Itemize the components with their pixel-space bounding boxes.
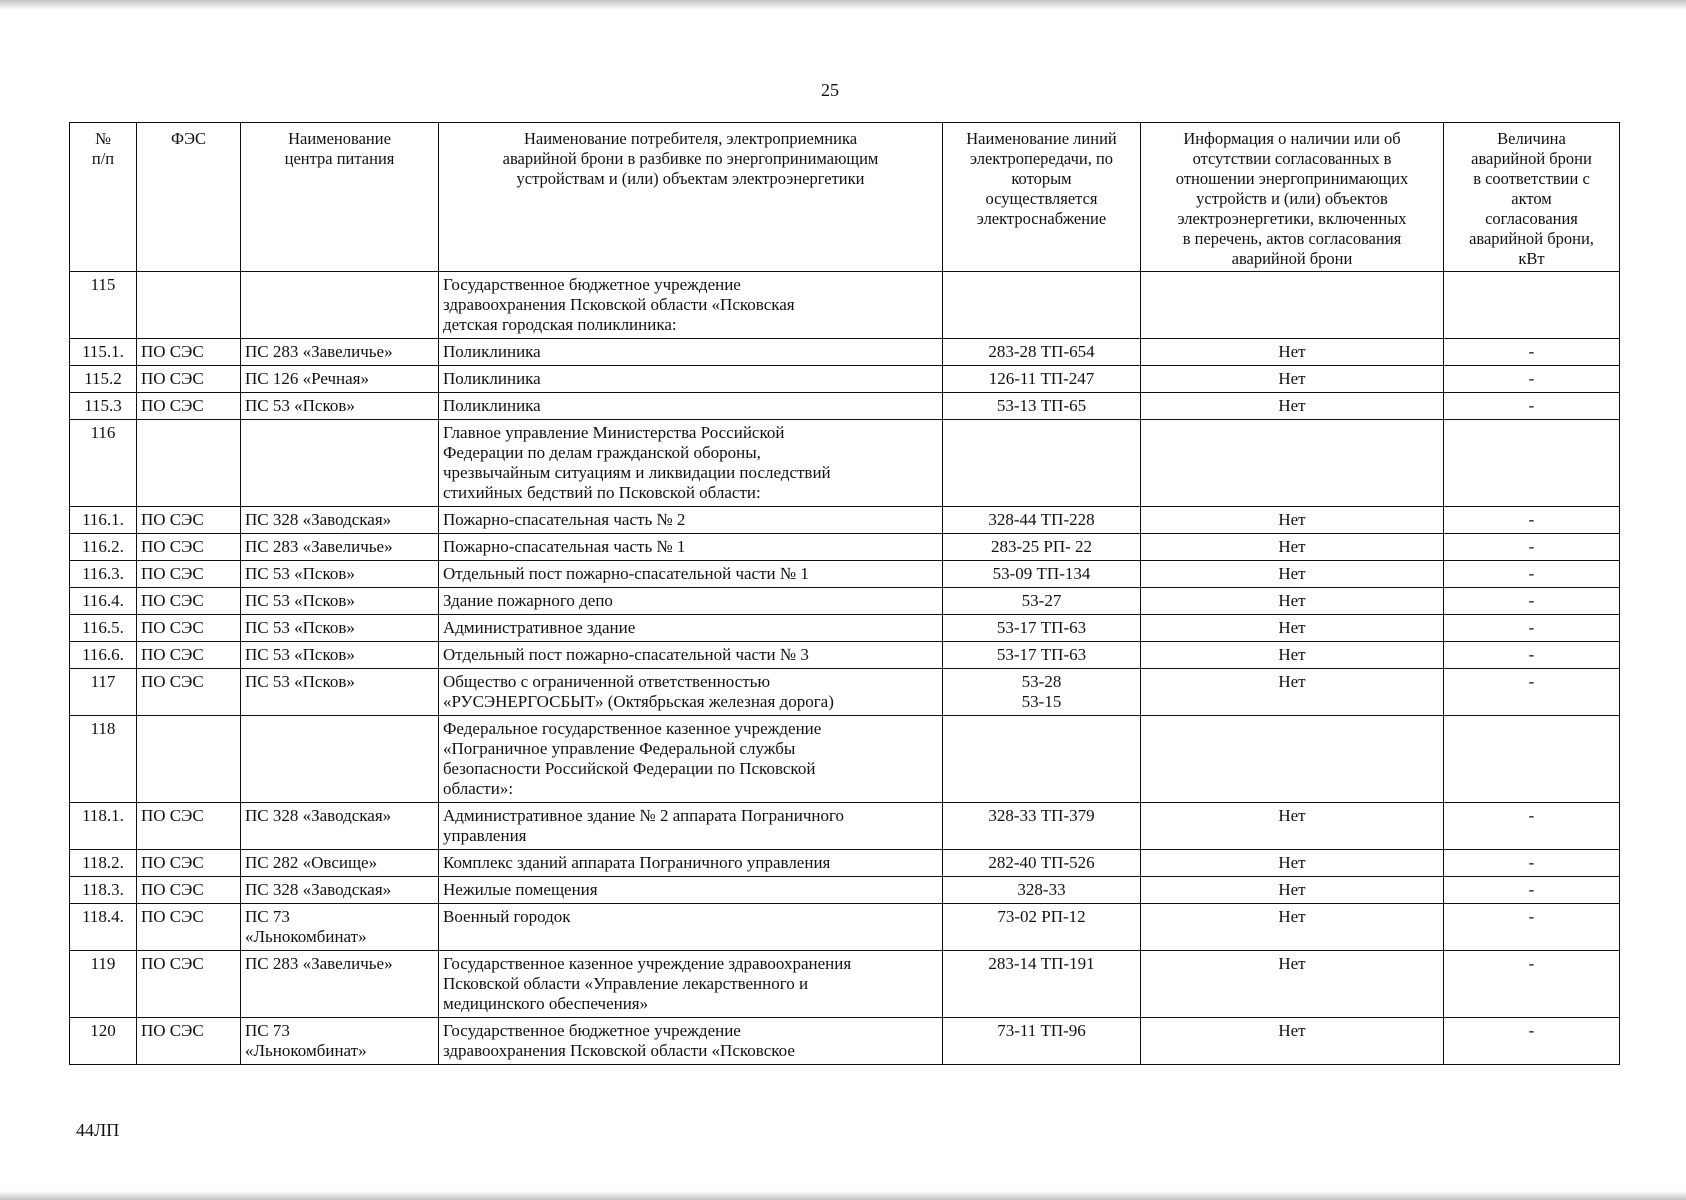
cell-power-lines: 283-14 ТП-191 <box>943 951 1141 1018</box>
cell-reserve-value: - <box>1444 803 1620 850</box>
cell-reserve-value <box>1444 716 1620 803</box>
cell-power-lines: 283-25 РП- 22 <box>943 534 1141 561</box>
cell-fes <box>137 272 241 339</box>
header-power-center: Наименование центра питания <box>241 123 439 272</box>
cell-reserve-value: - <box>1444 561 1620 588</box>
cell-agreement-info: Нет <box>1141 877 1444 904</box>
cell-agreement-info: Нет <box>1141 588 1444 615</box>
cell-reserve-value: - <box>1444 339 1620 366</box>
cell-number: 118.3. <box>70 877 137 904</box>
cell-number: 115.2 <box>70 366 137 393</box>
cell-power-lines: 53-13 ТП-65 <box>943 393 1141 420</box>
cell-consumer: Нежилые помещения <box>439 877 943 904</box>
cell-fes: ПО СЭС <box>137 588 241 615</box>
cell-number: 116.4. <box>70 588 137 615</box>
header-number: № п/п <box>70 123 137 272</box>
document-code: 44ЛП <box>76 1120 120 1140</box>
cell-fes: ПО СЭС <box>137 669 241 716</box>
cell-agreement-info: Нет <box>1141 1018 1444 1065</box>
cell-power-lines: 53-28 53-15 <box>943 669 1141 716</box>
cell-agreement-info: Нет <box>1141 669 1444 716</box>
cell-power-center: ПС 283 «Завеличье» <box>241 534 439 561</box>
cell-fes: ПО СЭС <box>137 339 241 366</box>
cell-power-center <box>241 420 439 507</box>
cell-consumer: Пожарно-спасательная часть № 1 <box>439 534 943 561</box>
cell-number: 116.2. <box>70 534 137 561</box>
cell-fes: ПО СЭС <box>137 393 241 420</box>
cell-agreement-info <box>1141 420 1444 507</box>
cell-consumer: Административное здание № 2 аппарата Пограничного управления <box>439 803 943 850</box>
cell-fes: ПО СЭС <box>137 850 241 877</box>
cell-agreement-info: Нет <box>1141 642 1444 669</box>
cell-consumer: Военный городок <box>439 904 943 951</box>
table-row <box>70 850 1620 877</box>
cell-fes: ПО СЭС <box>137 1018 241 1065</box>
cell-reserve-value <box>1444 420 1620 507</box>
table-header-row <box>70 123 1620 272</box>
cell-agreement-info: Нет <box>1141 803 1444 850</box>
table-row <box>70 716 1620 803</box>
cell-number: 118 <box>70 716 137 803</box>
table-row <box>70 534 1620 561</box>
cell-consumer: Государственное бюджетное учреждение здравоохранения Псковской области «Псковское <box>439 1018 943 1065</box>
cell-consumer: Пожарно-спасательная часть № 2 <box>439 507 943 534</box>
cell-number: 118.2. <box>70 850 137 877</box>
reserve-table <box>69 122 1620 1065</box>
cell-agreement-info: Нет <box>1141 904 1444 951</box>
cell-power-lines: 53-17 ТП-63 <box>943 615 1141 642</box>
cell-reserve-value: - <box>1444 669 1620 716</box>
table-row <box>70 615 1620 642</box>
table-row <box>70 877 1620 904</box>
cell-number: 119 <box>70 951 137 1018</box>
cell-agreement-info: Нет <box>1141 507 1444 534</box>
cell-number: 115.1. <box>70 339 137 366</box>
cell-power-center: ПС 53 «Псков» <box>241 561 439 588</box>
table-row <box>70 393 1620 420</box>
cell-consumer: Государственное казенное учреждение здравоохранения Псковской области «Управление лекарственного и медицинского обеспечения» <box>439 951 943 1018</box>
cell-reserve-value: - <box>1444 588 1620 615</box>
cell-power-lines: 328-44 ТП-228 <box>943 507 1141 534</box>
cell-power-lines: 283-28 ТП-654 <box>943 339 1141 366</box>
cell-agreement-info: Нет <box>1141 615 1444 642</box>
cell-reserve-value: - <box>1444 534 1620 561</box>
cell-power-center: ПС 283 «Завеличье» <box>241 339 439 366</box>
cell-fes: ПО СЭС <box>137 561 241 588</box>
cell-agreement-info: Нет <box>1141 561 1444 588</box>
cell-power-lines: 126-11 ТП-247 <box>943 366 1141 393</box>
cell-fes: ПО СЭС <box>137 877 241 904</box>
cell-power-lines <box>943 272 1141 339</box>
table-row <box>70 803 1620 850</box>
cell-power-center: ПС 283 «Завеличье» <box>241 951 439 1018</box>
cell-fes: ПО СЭС <box>137 803 241 850</box>
cell-reserve-value <box>1444 272 1620 339</box>
scan-edge-top <box>0 0 1686 10</box>
cell-reserve-value: - <box>1444 507 1620 534</box>
cell-power-center: ПС 126 «Речная» <box>241 366 439 393</box>
table-row <box>70 339 1620 366</box>
cell-reserve-value: - <box>1444 877 1620 904</box>
cell-fes: ПО СЭС <box>137 507 241 534</box>
table-row <box>70 669 1620 716</box>
cell-consumer: Государственное бюджетное учреждение здравоохранения Псковской области «Псковская детская городская поликлиника: <box>439 272 943 339</box>
cell-agreement-info <box>1141 716 1444 803</box>
cell-power-center <box>241 272 439 339</box>
cell-number: 116.3. <box>70 561 137 588</box>
cell-power-lines: 73-11 ТП-96 <box>943 1018 1141 1065</box>
cell-fes: ПО СЭС <box>137 642 241 669</box>
cell-number: 116.1. <box>70 507 137 534</box>
cell-power-lines: 73-02 РП-12 <box>943 904 1141 951</box>
table-row <box>70 272 1620 339</box>
table-row <box>70 642 1620 669</box>
table-row <box>70 507 1620 534</box>
header-fes: ФЭС <box>137 123 241 272</box>
cell-power-lines: 282-40 ТП-526 <box>943 850 1141 877</box>
cell-fes: ПО СЭС <box>137 615 241 642</box>
cell-reserve-value: - <box>1444 850 1620 877</box>
table-row <box>70 561 1620 588</box>
cell-agreement-info: Нет <box>1141 393 1444 420</box>
cell-agreement-info: Нет <box>1141 534 1444 561</box>
cell-number: 116.6. <box>70 642 137 669</box>
cell-power-center: ПС 328 «Заводская» <box>241 803 439 850</box>
cell-consumer: Поликлиника <box>439 366 943 393</box>
cell-agreement-info: Нет <box>1141 850 1444 877</box>
cell-power-center: ПС 53 «Псков» <box>241 393 439 420</box>
cell-reserve-value: - <box>1444 951 1620 1018</box>
cell-power-lines: 53-27 <box>943 588 1141 615</box>
cell-consumer: Отдельный пост пожарно-спасательной части № 3 <box>439 642 943 669</box>
cell-power-center: ПС 328 «Заводская» <box>241 877 439 904</box>
cell-consumer: Поликлиника <box>439 393 943 420</box>
cell-power-lines <box>943 716 1141 803</box>
cell-number: 117 <box>70 669 137 716</box>
cell-number: 118.4. <box>70 904 137 951</box>
cell-consumer: Отдельный пост пожарно-спасательной части № 1 <box>439 561 943 588</box>
cell-power-lines: 53-09 ТП-134 <box>943 561 1141 588</box>
cell-reserve-value: - <box>1444 1018 1620 1065</box>
table-row <box>70 951 1620 1018</box>
header-reserve-value: Величина аварийной брони в соответствии с актом согласования аварийной брони, кВт <box>1444 123 1620 272</box>
header-agreement-info: Информация о наличии или об отсутствии согласованных в отношении энергопринимающих устройств и (или) объектов электроэнергетики, включенных в перечень, актов согласования аварийной брони <box>1141 123 1444 272</box>
cell-power-center: ПС 53 «Псков» <box>241 642 439 669</box>
cell-consumer: Здание пожарного депо <box>439 588 943 615</box>
cell-consumer: Административное здание <box>439 615 943 642</box>
table-row <box>70 366 1620 393</box>
cell-power-center: ПС 73 «Льнокомбинат» <box>241 904 439 951</box>
cell-fes: ПО СЭС <box>137 951 241 1018</box>
table-row <box>70 1018 1620 1065</box>
table-row <box>70 904 1620 951</box>
cell-consumer: Комплекс зданий аппарата Пограничного управления <box>439 850 943 877</box>
cell-number: 116.5. <box>70 615 137 642</box>
cell-reserve-value: - <box>1444 904 1620 951</box>
cell-power-center: ПС 53 «Псков» <box>241 669 439 716</box>
cell-consumer: Федеральное государственное казенное учреждение «Пограничное управление Федеральной службы безопасности Российской Федерации по Псковской области»: <box>439 716 943 803</box>
cell-agreement-info: Нет <box>1141 339 1444 366</box>
cell-fes: ПО СЭС <box>137 534 241 561</box>
cell-power-lines <box>943 420 1141 507</box>
cell-power-center: ПС 53 «Псков» <box>241 588 439 615</box>
cell-reserve-value: - <box>1444 615 1620 642</box>
cell-consumer: Главное управление Министерства Российской Федерации по делам гражданской обороны, чрезвычайным ситуациям и ликвидации последствий стихийных бедствий по Псковской области: <box>439 420 943 507</box>
header-power-lines: Наименование линий электропередачи, по которым осуществляется электроснабжение <box>943 123 1141 272</box>
cell-agreement-info: Нет <box>1141 951 1444 1018</box>
cell-power-lines: 328-33 ТП-379 <box>943 803 1141 850</box>
cell-consumer: Общество с ограниченной ответственностью «РУСЭНЕРГОСБЫТ» (Октябрьская железная дорога) <box>439 669 943 716</box>
cell-consumer: Поликлиника <box>439 339 943 366</box>
cell-reserve-value: - <box>1444 642 1620 669</box>
cell-number: 115.3 <box>70 393 137 420</box>
cell-power-center: ПС 282 «Овсище» <box>241 850 439 877</box>
header-consumer: Наименование потребителя, электроприемника аварийной брони в разбивке по энергопринимающим устройствам и (или) объектам электроэнергетики <box>439 123 943 272</box>
cell-agreement-info: Нет <box>1141 366 1444 393</box>
table-row <box>70 420 1620 507</box>
cell-reserve-value: - <box>1444 393 1620 420</box>
cell-power-lines: 328-33 <box>943 877 1141 904</box>
table-body <box>70 272 1620 1065</box>
cell-fes <box>137 716 241 803</box>
cell-reserve-value: - <box>1444 366 1620 393</box>
cell-agreement-info <box>1141 272 1444 339</box>
cell-fes: ПО СЭС <box>137 366 241 393</box>
cell-fes <box>137 420 241 507</box>
table-row <box>70 588 1620 615</box>
cell-power-center <box>241 716 439 803</box>
cell-power-center: ПС 328 «Заводская» <box>241 507 439 534</box>
cell-number: 120 <box>70 1018 137 1065</box>
cell-number: 118.1. <box>70 803 137 850</box>
cell-power-center: ПС 53 «Псков» <box>241 615 439 642</box>
cell-power-lines: 53-17 ТП-63 <box>943 642 1141 669</box>
cell-fes: ПО СЭС <box>137 904 241 951</box>
cell-power-center: ПС 73 «Льнокомбинат» <box>241 1018 439 1065</box>
cell-number: 115 <box>70 272 137 339</box>
page-number: 25 <box>821 80 839 100</box>
scan-edge-bottom <box>0 1191 1686 1200</box>
cell-number: 116 <box>70 420 137 507</box>
